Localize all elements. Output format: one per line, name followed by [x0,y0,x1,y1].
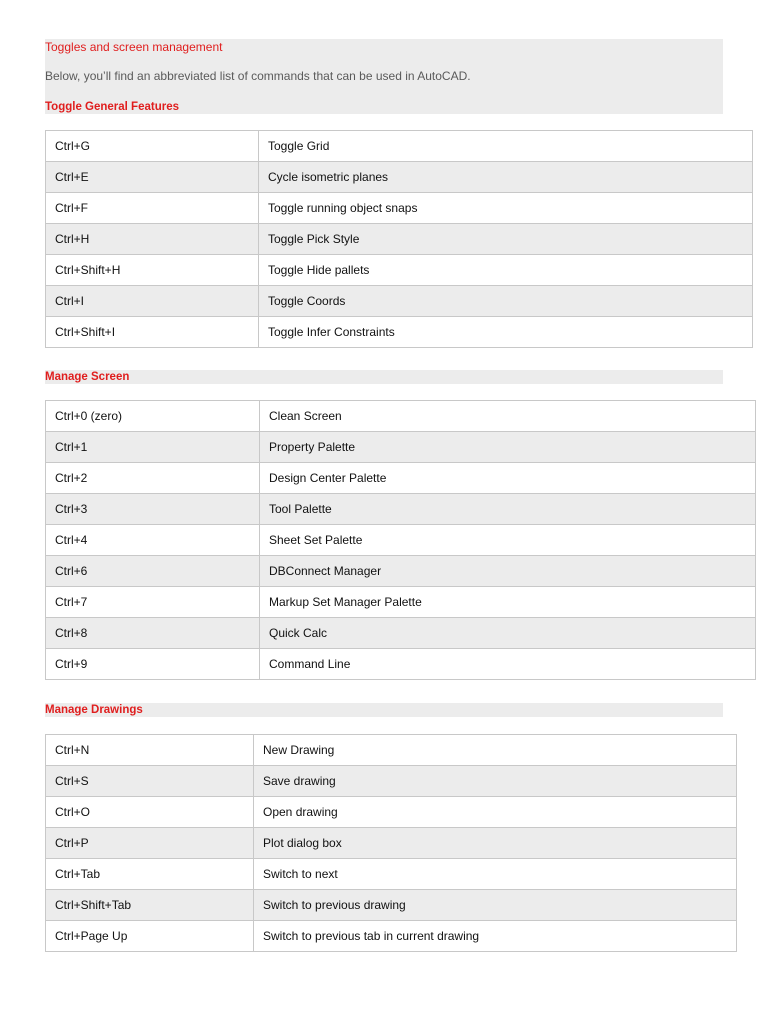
shortcut-key-cell: Ctrl+I [46,286,259,317]
shortcut-key-cell: Ctrl+Shift+I [46,317,259,348]
command-description-cell: Save drawing [254,766,737,797]
table-row [46,401,756,432]
shortcut-key-cell: Ctrl+9 [46,649,260,680]
section-title-manage-drawings: Manage Drawings [45,704,143,716]
section-band [45,370,723,384]
command-description-cell: DBConnect Manager [260,556,756,587]
table-row [46,556,756,587]
table-row [46,859,737,890]
document-heading: Toggles and screen management [45,40,223,54]
table-row [46,828,737,859]
shortcut-table-toggle-general-features [45,130,753,348]
command-description-cell: New Drawing [254,735,737,766]
command-description-cell: Design Center Palette [260,463,756,494]
table-row [46,463,756,494]
command-description-cell: Property Palette [260,432,756,463]
shortcut-key-cell: Ctrl+N [46,735,254,766]
table-row [46,286,753,317]
table-row [46,735,737,766]
shortcut-key-cell: Ctrl+F [46,193,259,224]
table-row [46,432,756,463]
command-description-cell: Cycle isometric planes [259,162,753,193]
shortcut-key-cell: Ctrl+G [46,131,259,162]
command-description-cell: Toggle Coords [259,286,753,317]
table-row [46,921,737,952]
shortcut-key-cell: Ctrl+0 (zero) [46,401,260,432]
shortcut-key-cell: Ctrl+Tab [46,859,254,890]
command-description-cell: Toggle Hide pallets [259,255,753,286]
command-description-cell: Switch to previous tab in current drawing [254,921,737,952]
table-row [46,797,737,828]
command-description-cell: Plot dialog box [254,828,737,859]
shortcut-key-cell: Ctrl+4 [46,525,260,556]
shortcut-key-cell: Ctrl+7 [46,587,260,618]
table-row [46,618,756,649]
command-description-cell: Switch to previous drawing [254,890,737,921]
table-row [46,131,753,162]
table-row [46,255,753,286]
table-row [46,317,753,348]
section-band [45,703,723,717]
command-description-cell: Sheet Set Palette [260,525,756,556]
shortcut-key-cell: Ctrl+S [46,766,254,797]
command-description-cell: Clean Screen [260,401,756,432]
table-row [46,162,753,193]
table-row [46,193,753,224]
shortcut-key-cell: Ctrl+Shift+H [46,255,259,286]
table-row [46,525,756,556]
shortcut-key-cell: Ctrl+O [46,797,254,828]
command-description-cell: Toggle Grid [259,131,753,162]
command-description-cell: Command Line [260,649,756,680]
shortcut-key-cell: Ctrl+3 [46,494,260,525]
shortcut-key-cell: Ctrl+8 [46,618,260,649]
intro-paragraph: Below, you’ll find an abbreviated list of commands that can be used in AutoCAD. [45,69,471,83]
command-description-cell: Toggle running object snaps [259,193,753,224]
shortcut-key-cell: Ctrl+Page Up [46,921,254,952]
shortcut-key-cell: Ctrl+P [46,828,254,859]
command-description-cell: Open drawing [254,797,737,828]
table-row [46,224,753,255]
command-description-cell: Toggle Pick Style [259,224,753,255]
table-row [46,766,737,797]
command-description-cell: Switch to next [254,859,737,890]
table-row [46,494,756,525]
shortcut-table-manage-drawings [45,734,737,952]
section-title-manage-screen: Manage Screen [45,371,130,383]
command-description-cell: Markup Set Manager Palette [260,587,756,618]
table-row [46,890,737,921]
command-description-cell: Toggle Infer Constraints [259,317,753,348]
table-row [46,649,756,680]
shortcut-key-cell: Ctrl+Shift+Tab [46,890,254,921]
shortcut-key-cell: Ctrl+2 [46,463,260,494]
table-row [46,587,756,618]
shortcut-key-cell: Ctrl+6 [46,556,260,587]
shortcut-key-cell: Ctrl+E [46,162,259,193]
shortcut-key-cell: Ctrl+H [46,224,259,255]
shortcut-table-manage-screen [45,400,756,680]
section-title-toggle-general-features: Toggle General Features [45,101,179,113]
command-description-cell: Quick Calc [260,618,756,649]
command-description-cell: Tool Palette [260,494,756,525]
shortcut-key-cell: Ctrl+1 [46,432,260,463]
